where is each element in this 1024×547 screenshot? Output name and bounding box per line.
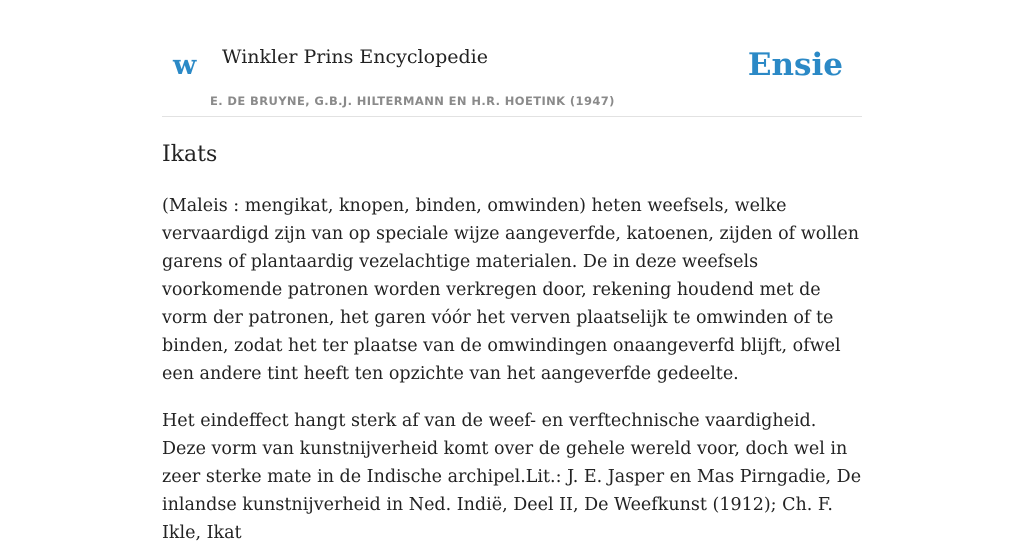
authors-line: E. DE BRUYNE, G.B.J. HILTERMANN EN H.R. HOETINK (1947) xyxy=(210,94,615,108)
content-container xyxy=(162,0,862,547)
encyclopedia-logo[interactable]: w xyxy=(173,50,197,81)
ensie-brand-logo[interactable]: Ensie xyxy=(747,47,843,83)
encyclopedia-title-link[interactable]: Winkler Prins Encyclopedie xyxy=(222,46,488,68)
article-title: Ikats xyxy=(162,142,218,167)
article-paragraph-1: (Maleis : mengikat, knopen, binden, omwinden) heten weefsels, welke vervaardigd zijn van op speciale wijze aangeverfde, katoenen, zijden of wollen garens of plantaardig vezelachtige materialen. De in deze weefsels voorkomende patronen worden verkregen door, rekening houdend met de vorm der patronen, het garen vóór het verven plaatselijk te omwinden of te binden, zodat het ter plaatse van de omwindingen onaangeverfd blijft, ofwel een andere tint heeft ten opzichte van het aangeverfde gedeelte. xyxy=(162,195,860,384)
header xyxy=(162,0,862,117)
article-paragraph-2: Het eindeffect hangt sterk af van de weef- en verftechnische vaardigheid. Deze vorm van kunstnijverheid komt over de gehele wereld voor, doch wel in zeer sterke mate in de Indische archipel.Lit.: J. E. Jasper en Mas Pirngadie, De inlandse kunstnijverheid in Ned. Indië, Deel II, De Weefkunst (1912); Ch. F. Ikle, Ikat xyxy=(162,410,862,543)
